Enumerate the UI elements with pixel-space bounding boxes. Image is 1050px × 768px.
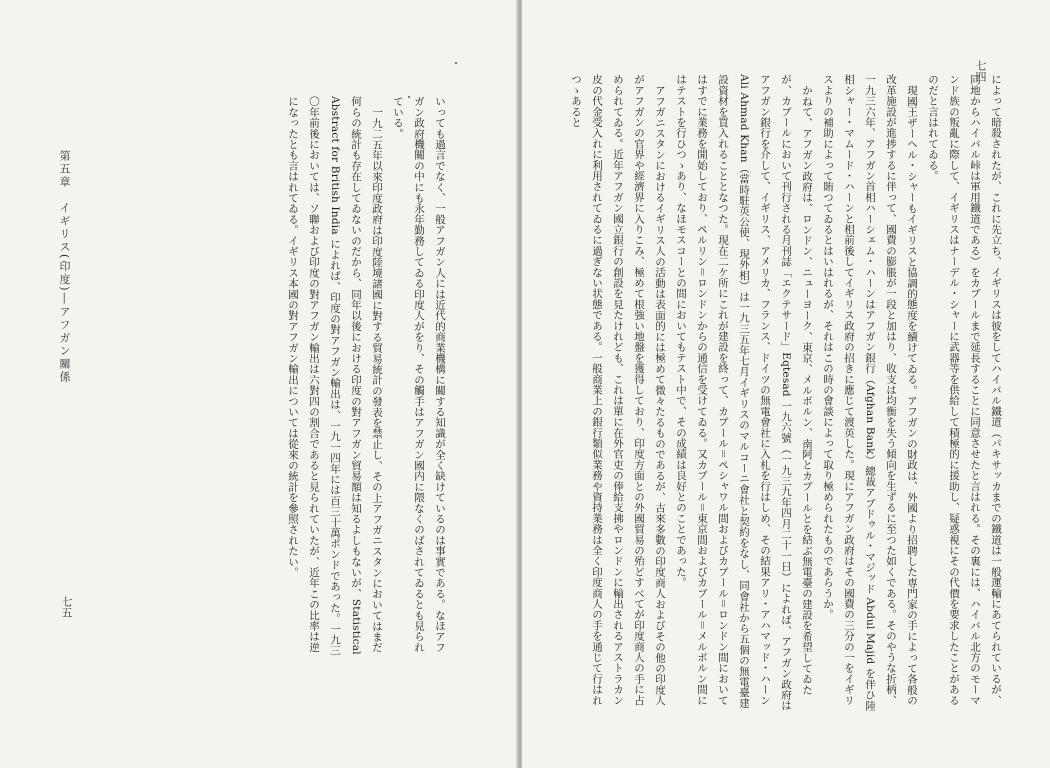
left-page: [0, 0, 518, 768]
right-page-body: [565, 74, 1006, 714]
paragraph: かねて、アフガン政府は、ロンドン、ニューヨーク、東京、メルボルン、南阿とカブールとを結ぶ無電臺の建設を希望してゐたが、カブールにおいて刊行される月刊誌「エクテサード」Eqtesad 一九六號（一九三九年四月二十一日）によれば、アフガン政府はアフガン銀行を介して、イギリス、アメリカ、フランス、ドイツの無電會社に入札を行はしめ、その結果アリ・アハマッド・ハーン Ali Ahmad Khan（當時駐英公使、現外相）は一九三五年七月イギリスのマルコーニ會社と契約をなし、同會社から五個の無電臺建設資材を買入れることとなつた。現在二ケ所にこれが建設を終って、カブール＝ペシャワル間およびカブール＝ロンドン間においてはすでに業務を開始しており、ペルリン＝ロンドンからの通信を受けてゐる。又カブール＝東京間およびカブール＝メルボルン間にはテストを行ひつゝあり、なほモスコーとの間においてもテスト中で、その成績は良好とのことであった。: [675, 74, 813, 711]
page-number-right: 七四: [974, 60, 987, 82]
print-speck: [408, 96, 410, 98]
right-page: [522, 0, 1050, 768]
paragraph: いっても過言でなく、一般アフガン人には近代的商業機構に關する知識が全く缺けているのは事實である。なほアフガン政府機關の中にも永年勤務してゐる印度人がをり、その觸手はアフガン國内に隈なくのばされてゐるとも見られている。: [392, 96, 446, 653]
chapter-header: 第五章 イギリス(印度)―アフガン關係: [58, 150, 71, 384]
page-number-left: 七五: [60, 596, 73, 618]
paragraph: アフガニスタンにおけるイギリス人の活動は表面的には極めて微々たるものであるが、古來多數の印度商人およびその他の印度人がアフガンの官界や經濟界に入りこみ、極めて根強い地盤を獲得しており、印度方面との外國貿易の殆どすべてが印度商人の手に占められてゐる。近年アフガン國立銀行の創設を見たけれども、これは單に在外官吏の俸給支拂やロンドンに輸出されるアストラカン皮の代金受入れに利用されてゐるに過ぎない状態である。一般商業上の銀行類似業務や資持業務は全く印度商人の手を通じて行はれつゝあると: [570, 74, 666, 706]
paragraph: 一九二五年以來印度政府は印度陸境諸國に對する貿易統計の發表を禁止し、その上アフガニスタンにおいてはまだ何らの統計も存在してゐないのだから、同年以後における印度の對アフガン貿易額は知るよしもないが、Statistical Abstract for British India によれば、印度の對アフガン輸出は、一九一四年には百三十萬ポンドであった。一九三〇年前後においては、ソ聯および印度の對アフガン輸出は六對四の割合であると見られていたが、近年この比率は逆になったとも言はれてゐる。イギリス本國の對アフガン輸出については從來の統計を參照されたい。: [287, 96, 383, 656]
print-speck: [455, 62, 457, 64]
left-page-body: [282, 96, 450, 656]
paragraph: 現國王ザーヘル・シャーもイギリスと協調的態度を續けてゐる。アフガンの財政は、外國より招聘した専門家の手によって各般の改革施設が進捗するに伴って、國費の膨脹が一段と加はり、收支は均衡を失う傾向を生ずるに至つた如くである。そのやうな折柄、一九三六年、アフガン首相ハーシェム・ハーンはアフガン銀行（Afghan Bank）總裁アブドゥル・マジッド Abdul Majid を伴ひ陸相シャー・マムード・ハーンと相前後してイギリス政府の招きに應じて渡英した。現にアフガン政府はその國費の三分の一をイギリスよりの補助によって賄つてゐるとはいはれるが、それはこの時の會談によって取り極められたものであらうか。: [822, 74, 918, 711]
paragraph: によって暗殺されたが、これに先立ち、イギリスは彼をしてハイバル鐵道（パキサッカまでの鐵道は一般運輸にあてられているが、同地からハイバル峠は軍用鐵道である）をカブールまで延長することに同意させたと言はれる。その裏には、ハイバル北方のモーマンド族の叛亂に際して、イギリスはナーデル・シャーに武器等を供給して積極的に援助し、疑惑視にその代價を要求したことがあるのだと言はれてゐる。: [927, 74, 1002, 706]
